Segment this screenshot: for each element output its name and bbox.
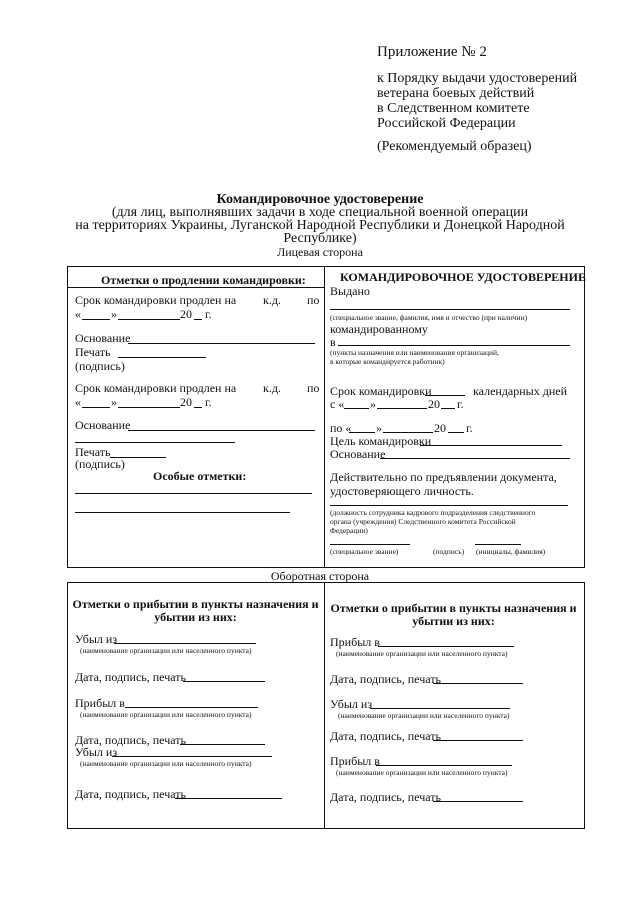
extension-term: Срок командировки продлен на	[75, 381, 237, 395]
document-subtitle: на территориях Украины, Луганской Народной Республики и Донецкой Народной	[75, 218, 565, 233]
basis-label: Основание	[330, 447, 386, 461]
position-field[interactable]	[330, 505, 568, 506]
quote-open: «	[75, 307, 81, 321]
destination-hint: в которые командируется работник)	[330, 357, 445, 366]
appendix-line: Российской Федерации	[377, 116, 516, 131]
year-prefix: 20	[180, 307, 192, 321]
initials-hint: (инициалы, фамилия)	[476, 547, 546, 556]
arrival-header: убытии из них:	[154, 610, 237, 624]
year-prefix: 20	[428, 397, 440, 411]
date-field[interactable]	[180, 744, 265, 745]
from-year-field[interactable]	[441, 408, 455, 409]
destination-prefix: в	[330, 335, 336, 349]
name-hint: (специальное звание, фамилия, имя и отчество (при наличии)	[330, 313, 528, 322]
arrived-field[interactable]	[378, 646, 514, 647]
organization-hint: (наименование организации или населенного пункта)	[80, 759, 252, 768]
back-side-label: Оборотная сторона	[270, 569, 370, 583]
sample-note: (Рекомендуемый образец)	[377, 139, 532, 154]
organization-hint: (наименование организации или населенного пункта)	[336, 768, 508, 777]
basis-field[interactable]	[128, 343, 315, 344]
date-sign-stamp-label: Дата, подпись, печать	[330, 790, 441, 804]
stamp-label: Печать	[75, 445, 111, 459]
stamp-label: Печать	[75, 345, 111, 359]
year-suffix: г.	[466, 421, 473, 435]
organization-hint: (наименование организации или населенного пункта)	[336, 649, 508, 658]
quote-close: »	[111, 307, 117, 321]
front-side-label: Лицевая сторона	[277, 245, 363, 259]
day-field[interactable]	[82, 319, 110, 320]
organization-hint: (наименование организации или населенного пункта)	[80, 710, 252, 719]
seconded-label: командированному	[330, 322, 428, 336]
date-sign-stamp-label: Дата, подпись, печать	[330, 729, 441, 743]
arrival-header: убытии из них:	[412, 614, 495, 628]
date-sign-stamp-label: Дата, подпись, печать	[330, 672, 441, 686]
year-suffix: г.	[205, 395, 212, 409]
basis-label: Основание	[75, 418, 131, 432]
certificate-header: КОМАНДИРОВОЧНОЕ УДОСТОВЕРЕНИЕ	[340, 270, 586, 284]
month-field[interactable]	[118, 407, 180, 408]
issued-to-field[interactable]	[330, 309, 570, 310]
date-sign-stamp-label: Дата, подпись, печать	[75, 733, 186, 747]
signature-hint: (подпись)	[75, 457, 125, 471]
arrived-label: Прибыл в	[75, 696, 125, 710]
basis-field-continued[interactable]	[75, 442, 235, 443]
days-abbrev: к.д.	[263, 293, 281, 307]
departed-label: Убыл из	[75, 632, 118, 646]
month-field[interactable]	[118, 319, 180, 320]
arrived-field[interactable]	[376, 765, 512, 766]
quote-close: »	[370, 397, 376, 411]
date-field[interactable]	[175, 798, 282, 799]
to-year-field[interactable]	[448, 432, 464, 433]
term-label: Срок командировки	[330, 384, 432, 398]
signature-hint: (подпись)	[433, 547, 465, 556]
departed-label: Убыл из	[330, 697, 373, 711]
date-sign-stamp-label: Дата, подпись, печать	[75, 787, 186, 801]
appendix-line: в Следственном комитете	[377, 101, 530, 116]
validity-text: Действительно по предъявлении документа,	[330, 470, 557, 484]
from-day-field[interactable]	[344, 408, 369, 409]
year-prefix: 20	[180, 395, 192, 409]
year-suffix: г.	[457, 397, 464, 411]
date-field[interactable]	[433, 683, 523, 684]
position-hint: (должность сотрудника кадрового подразделения следственного	[330, 508, 536, 517]
year-suffix: г.	[205, 307, 212, 321]
year-field[interactable]	[194, 407, 202, 408]
rank-hint: (специальное звание)	[330, 547, 399, 556]
purpose-label: Цель командировки	[330, 434, 432, 448]
quote-close: »	[376, 421, 382, 435]
departed-label: Убыл из	[75, 745, 118, 759]
date-field[interactable]	[433, 801, 523, 802]
validity-text: удостоверяющего личность.	[330, 484, 474, 498]
departed-field[interactable]	[370, 708, 510, 709]
front-divider	[324, 266, 325, 567]
appendix-line: ветерана боевых действий	[377, 86, 535, 101]
organization-hint: (наименование организации или населенного пункта)	[338, 711, 510, 720]
term-days-field[interactable]	[425, 395, 465, 396]
from-label: с «	[330, 397, 345, 411]
organization-hint: (наименование организации или населенного пункта)	[80, 646, 252, 655]
document-subtitle: (для лиц, выполнявших задачи в ходе специальной военной операции	[111, 205, 529, 220]
stamp-field[interactable]	[118, 357, 206, 358]
basis-label: Основание	[75, 331, 131, 345]
arrived-label: Прибыл в	[330, 754, 380, 768]
header-underline	[67, 287, 324, 288]
extension-term: Срок командировки продлен на	[75, 293, 237, 307]
departed-field[interactable]	[112, 756, 272, 757]
special-notes-line[interactable]	[75, 512, 290, 513]
to-day-field[interactable]	[349, 432, 375, 433]
quote-close: »	[111, 395, 117, 409]
basis-field[interactable]	[128, 430, 315, 431]
date-field[interactable]	[183, 681, 265, 682]
issued-label: Выдано	[330, 284, 370, 298]
purpose-field[interactable]	[420, 445, 562, 446]
initials-field[interactable]	[475, 544, 521, 545]
days-label: календарных дней	[473, 384, 568, 398]
date-sign-stamp-label: Дата, подпись, печать	[75, 670, 186, 684]
until-label: по	[307, 293, 320, 307]
destination-hint: (пункты назначения или наименования организаций,	[330, 348, 499, 357]
appendix-line: к Порядку выдачи удостоверений	[377, 71, 578, 86]
arrival-header: Отметки о прибытии в пункты назначения и	[330, 601, 577, 615]
quote-open: «	[75, 395, 81, 409]
appendix-number: Приложение № 2	[377, 44, 487, 60]
destination-field[interactable]	[338, 345, 570, 346]
departed-field[interactable]	[114, 643, 256, 644]
until-label: по	[307, 381, 320, 395]
position-hint: Федерации)	[330, 526, 368, 535]
position-hint: органа (учреждения) Следственного комитета Российской	[330, 517, 516, 526]
to-month-field[interactable]	[383, 432, 433, 433]
special-notes-header: Особые отметки:	[153, 469, 247, 483]
signature-hint: (подпись)	[75, 359, 125, 373]
from-month-field[interactable]	[377, 408, 427, 409]
rank-field[interactable]	[330, 544, 410, 545]
day-field[interactable]	[82, 407, 110, 408]
document-subtitle: Республике)	[283, 231, 357, 246]
year-prefix: 20	[434, 421, 446, 435]
date-field[interactable]	[433, 740, 523, 741]
arrival-header: Отметки о прибытии в пункты назначения и	[72, 597, 319, 611]
document-title: Командировочное удостоверение	[216, 192, 424, 207]
to-label: по «	[330, 421, 352, 435]
special-notes-line[interactable]	[75, 493, 312, 494]
year-field[interactable]	[194, 319, 202, 320]
extension-header: Отметки о продлении командировки:	[101, 273, 306, 287]
days-abbrev: к.д.	[263, 381, 281, 395]
arrived-field[interactable]	[125, 707, 258, 708]
basis-field[interactable]	[380, 458, 570, 459]
arrived-label: Прибыл в	[330, 635, 380, 649]
